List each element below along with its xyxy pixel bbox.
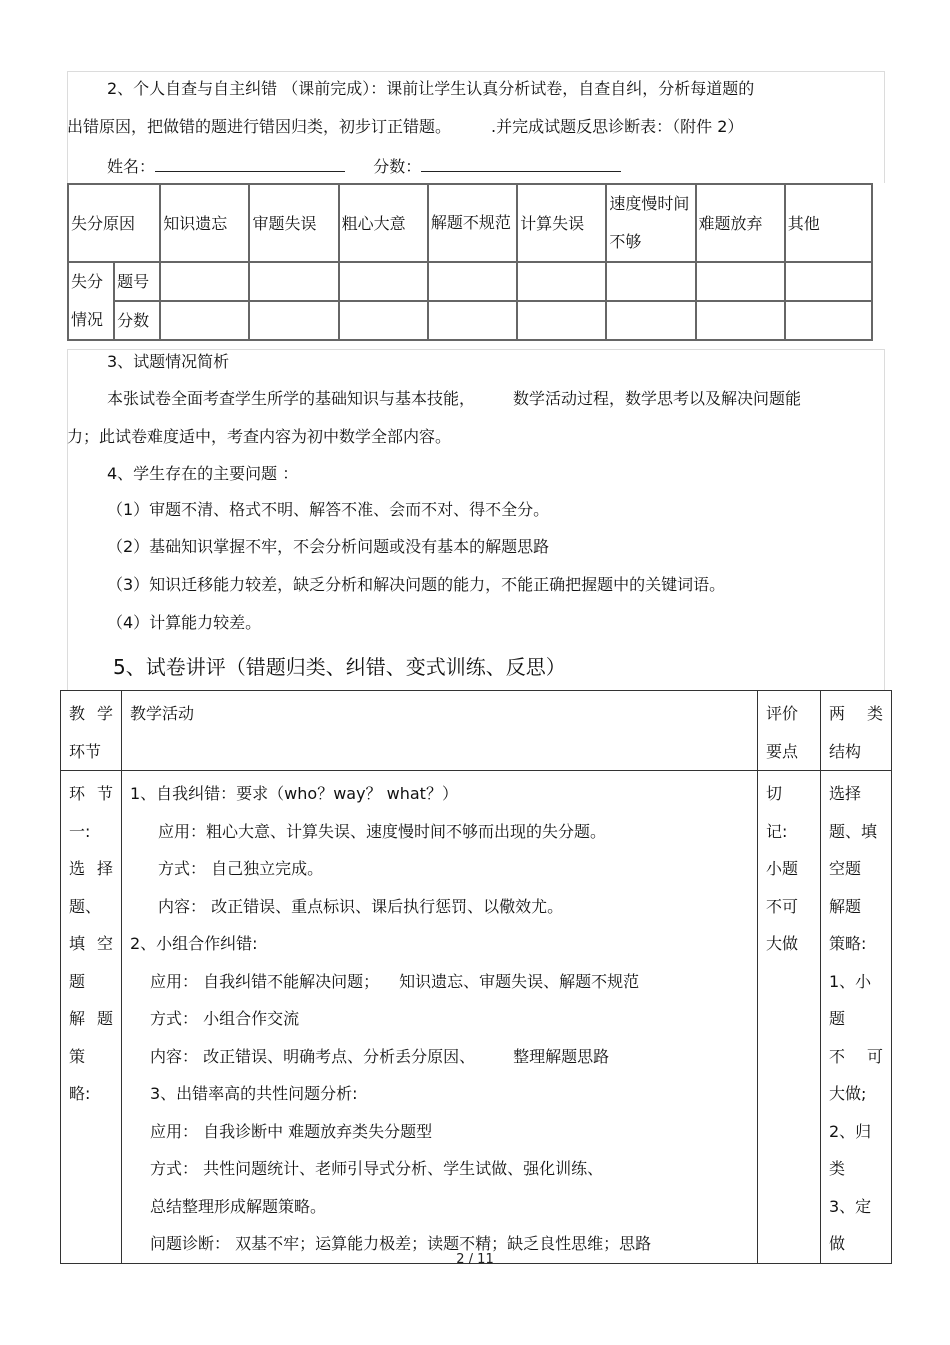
section3-para-b: 数学活动过程，数学思考以及解决问题能: [513, 389, 802, 408]
section2-line2-b: .并完成试题反思诊断表：（附件 2）: [491, 117, 744, 136]
diagnosis-table: [67, 183, 873, 341]
section3-para-c: 力；此试卷难度适中，考查内容为初中数学全部内容。: [67, 427, 452, 446]
diag-header-giveup: 难题放弃: [696, 184, 785, 262]
diag-cell[interactable]: [517, 262, 606, 301]
section3-para-a: 本张试卷全面考查学生所学的基础知识与基本技能，: [107, 389, 476, 408]
struct-line: 题、填: [829, 821, 878, 841]
activity-line: 方式： 自己独立完成。: [158, 859, 324, 878]
diag-cell[interactable]: [517, 301, 606, 340]
lect-stage-line: 题: [69, 971, 86, 991]
lect-stage-line: 选 择: [69, 859, 113, 878]
lect-header-eval-a: 评价: [766, 704, 799, 723]
lect-stage-cell: [61, 771, 122, 1264]
section3-para-line1: [107, 389, 801, 409]
diag-cell[interactable]: [428, 301, 517, 340]
eval-line: 切: [766, 784, 783, 803]
activity-line-split: [130, 963, 749, 1001]
diag-row-score: 分数: [114, 301, 160, 340]
lect-stage-line: 策: [69, 1046, 86, 1066]
eval-line: 大做: [766, 934, 799, 953]
lecture-table: [60, 690, 892, 1264]
section5-title: 5、试卷讲评（错题归类、纠错、变式训练、反思）: [113, 655, 566, 679]
eval-line: 记:: [766, 821, 788, 841]
activity-line: 内容： 改正错误、重点标识、课后执行惩罚、以儆效尤。: [158, 896, 564, 916]
diag-cell[interactable]: [339, 301, 428, 340]
struct-line: 类: [829, 1159, 846, 1178]
diag-cell[interactable]: [785, 301, 872, 340]
section2-line1: 2、个人自查与自主纠错 （课前完成）：课前让学生认真分析试卷，自查自纠，分析每道题的: [107, 79, 755, 98]
section2-line2-a: 出错原因，把做错的题进行错因归类，初步订正错题。: [67, 117, 452, 136]
struct-line: 2、归: [829, 1121, 872, 1141]
struct-line: 空题: [829, 859, 862, 878]
diag-cell[interactable]: [339, 262, 428, 301]
section4-item: （3）知识迁移能力较差，缺乏分析和解决问题的能力，不能正确把握题中的关键词语。: [107, 575, 726, 594]
activity-line-a: 内容： 改正错误、明确考点、分析丢分原因、: [150, 1046, 476, 1066]
page-number: 2 / 11: [456, 1252, 494, 1267]
lect-struct-cell: [821, 771, 892, 1264]
struct-line: 不 可: [829, 1046, 883, 1066]
activity-line: 总结整理形成解题策略。: [150, 1196, 327, 1216]
diag-cell[interactable]: [249, 262, 338, 301]
lect-header-stage-b: 环节: [69, 741, 102, 761]
activity-line: 3、出错率高的共性问题分析:: [150, 1084, 358, 1103]
eval-line: 不可: [766, 896, 799, 916]
score-blank: [421, 155, 621, 172]
struct-line: 选择: [829, 784, 862, 803]
lect-header-activity: 教学活动: [122, 691, 758, 771]
lect-stage-line: 环 节: [69, 784, 113, 803]
diag-cell[interactable]: [428, 262, 517, 301]
eval-line: 小题: [766, 859, 799, 878]
diag-cell[interactable]: [606, 262, 695, 301]
name-score-line: [107, 155, 621, 177]
diag-cell[interactable]: [160, 301, 249, 340]
diag-header-forget: 知识遗忘: [160, 184, 249, 262]
diag-header-calc: 计算失误: [517, 184, 606, 262]
diag-header-misread: 审题失误: [249, 184, 338, 262]
section4-item: （2）基础知识掌握不牢，不会分析问题或没有基本的解题思路: [107, 537, 550, 556]
struct-line: 解题: [829, 896, 862, 916]
activity-line-split: [130, 1038, 749, 1076]
diag-cell[interactable]: [160, 262, 249, 301]
section4-title: 4、学生存在的主要问题 ：: [107, 464, 299, 483]
diag-header-careless: 粗心大意: [339, 184, 428, 262]
activity-line-a: 应用： 自我纠错不能解决问题；: [150, 971, 380, 991]
lect-header-stage-a: 教 学: [69, 704, 113, 723]
activity-line: 2、小组合作纠错:: [130, 934, 258, 953]
diag-header-other: 其他: [785, 184, 872, 262]
lect-stage-line: 填 空: [69, 934, 113, 953]
activity-line: 方式： 共性问题统计、老师引导式分析、学生试做、强化训练、: [150, 1159, 604, 1178]
section2-line2: [67, 117, 743, 137]
diag-cell[interactable]: [606, 301, 695, 340]
activity-line: 问题诊断： 双基不牢；运算能力极差；读题不精；缺乏良性思维；思路: [150, 1234, 652, 1253]
activity-line: 方式： 小组合作交流: [150, 1009, 300, 1028]
section3-title: 3、试题情况简析: [107, 352, 230, 371]
diag-cell[interactable]: [696, 262, 785, 301]
lect-header-eval: [758, 691, 821, 771]
lect-stage-line: 题、: [69, 896, 102, 916]
diag-cell[interactable]: [249, 301, 338, 340]
activity-line: 应用：粗心大意、计算失误、速度慢时间不够而出现的失分题。: [158, 821, 607, 841]
name-blank: [155, 155, 345, 172]
lect-header-struct-a: 两 类: [829, 704, 883, 723]
activity-line-b: 知识遗忘、审题失误、解题不规范: [399, 971, 640, 991]
diag-cell[interactable]: [785, 262, 872, 301]
name-label: 姓名：: [107, 157, 156, 176]
diag-header-slow: 速度慢时间不够: [606, 184, 695, 262]
struct-line: 大做;: [829, 1084, 867, 1103]
score-label: 分数：: [373, 157, 422, 176]
section4-item: （1）审题不清、格式不明、解答不准、会而不对、得不全分。: [107, 500, 550, 519]
lect-header-stage: [61, 691, 122, 771]
struct-line: 3、定: [829, 1196, 872, 1216]
section4-item: （4）计算能力较差。: [107, 613, 262, 632]
activity-line: 应用： 自我诊断中 难题放弃类失分题型: [150, 1121, 433, 1141]
lect-header-struct: [821, 691, 892, 771]
struct-line: 策略:: [829, 934, 867, 953]
lect-stage-line: 一:: [69, 821, 91, 841]
struct-line: 题: [829, 1009, 846, 1028]
diag-row-qnum: 题号: [114, 262, 160, 301]
lect-activity-cell: [122, 771, 758, 1264]
diag-cell[interactable]: [696, 301, 785, 340]
diag-header-nonstandard: 解题不规范: [428, 184, 517, 262]
lect-stage-line: 略:: [69, 1084, 91, 1103]
activity-line: 1、自我纠错：要求（who？way？ what？）: [130, 784, 458, 803]
activity-line-b: 整理解题思路: [513, 1046, 610, 1066]
diag-header-reason: 失分原因: [68, 184, 160, 262]
struct-line: 做: [829, 1234, 846, 1253]
lect-stage-line: 解 题: [69, 1009, 113, 1028]
lect-header-struct-b: 结构: [829, 741, 862, 761]
lect-eval-cell: [758, 771, 821, 1264]
lect-header-eval-b: 要点: [766, 741, 799, 761]
struct-line: 1、小: [829, 971, 872, 991]
diag-row-group: 失分情况: [68, 262, 114, 340]
